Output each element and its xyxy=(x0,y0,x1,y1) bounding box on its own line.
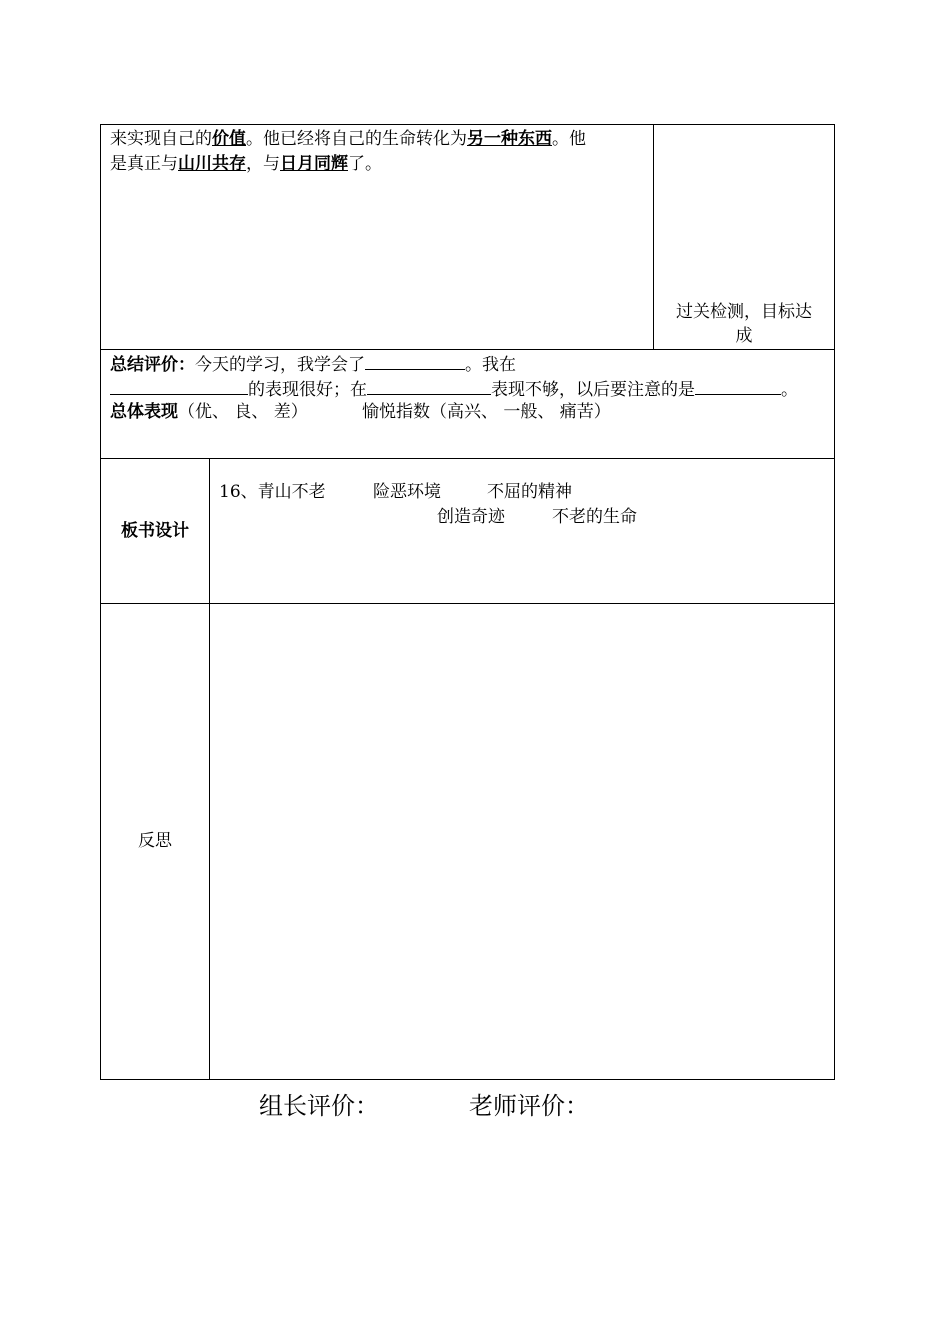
keyword-mountains: 山川共存 xyxy=(178,154,246,174)
keyword-sun-moon: 日月同辉 xyxy=(280,154,348,174)
text-segment: 今天的学习，我学会了 xyxy=(195,355,365,375)
table-border-right xyxy=(834,124,835,1080)
leader-evaluation: 组长评价： xyxy=(259,1092,379,1120)
text-segment: 来实现自己的 xyxy=(110,129,212,149)
performance-options: （优、 良、 差） xyxy=(178,402,308,422)
row1-divider xyxy=(100,349,835,350)
text-segment: 。他已经将自己的生命转化为 xyxy=(246,129,467,149)
blank-good-performance[interactable] xyxy=(110,376,248,395)
text-segment: 。他 xyxy=(552,129,586,149)
text-segment: 表现不够，以后要注意的是 xyxy=(491,380,695,400)
text-segment: 是真正与 xyxy=(110,154,178,174)
conclusion-line-2 xyxy=(110,152,382,177)
board-design-label: 板书设计 xyxy=(121,521,189,541)
summary-label: 总结评价： xyxy=(110,355,195,375)
summary-line-2 xyxy=(110,376,798,403)
blank-weak-performance[interactable] xyxy=(367,376,491,395)
text-segment: 。我在 xyxy=(465,355,516,375)
keyword-another-thing: 另一种东西 xyxy=(467,129,552,149)
board-line1-title: 16、青山不老 xyxy=(219,482,326,502)
text-segment: 的表现很好；在 xyxy=(248,380,367,400)
summary-line-3 xyxy=(110,400,308,425)
board-line2-miracle: 创造奇迹 xyxy=(437,507,505,527)
blank-attention[interactable] xyxy=(695,376,781,395)
reflection-area[interactable] xyxy=(210,604,834,1079)
table-border-left xyxy=(100,124,101,1080)
text-segment: ，与 xyxy=(246,154,280,174)
blank-learned[interactable] xyxy=(365,351,465,370)
joy-index: 愉悦指数（高兴、 一般、 痛苦） xyxy=(362,402,611,422)
row2-divider xyxy=(100,458,835,459)
table-border-top xyxy=(100,124,835,125)
conclusion-line-1 xyxy=(110,127,586,152)
keyword-value: 价值 xyxy=(212,129,246,149)
teacher-evaluation: 老师评价： xyxy=(469,1092,589,1120)
board-line1-environment: 险恶环境 xyxy=(373,482,441,502)
performance-label: 总体表现 xyxy=(110,402,178,422)
table-border-bottom xyxy=(100,1079,835,1080)
board-line2-life: 不老的生命 xyxy=(552,507,637,527)
side-check-line-1: 过关检测，目标达 xyxy=(676,302,812,322)
board-line1-spirit: 不屈的精神 xyxy=(487,482,572,502)
text-segment: 。 xyxy=(781,380,798,400)
text-segment: 了。 xyxy=(348,154,382,174)
reflection-label: 反思 xyxy=(138,831,172,851)
side-check-line-2: 成 xyxy=(735,326,753,346)
summary-line-1 xyxy=(110,351,516,378)
